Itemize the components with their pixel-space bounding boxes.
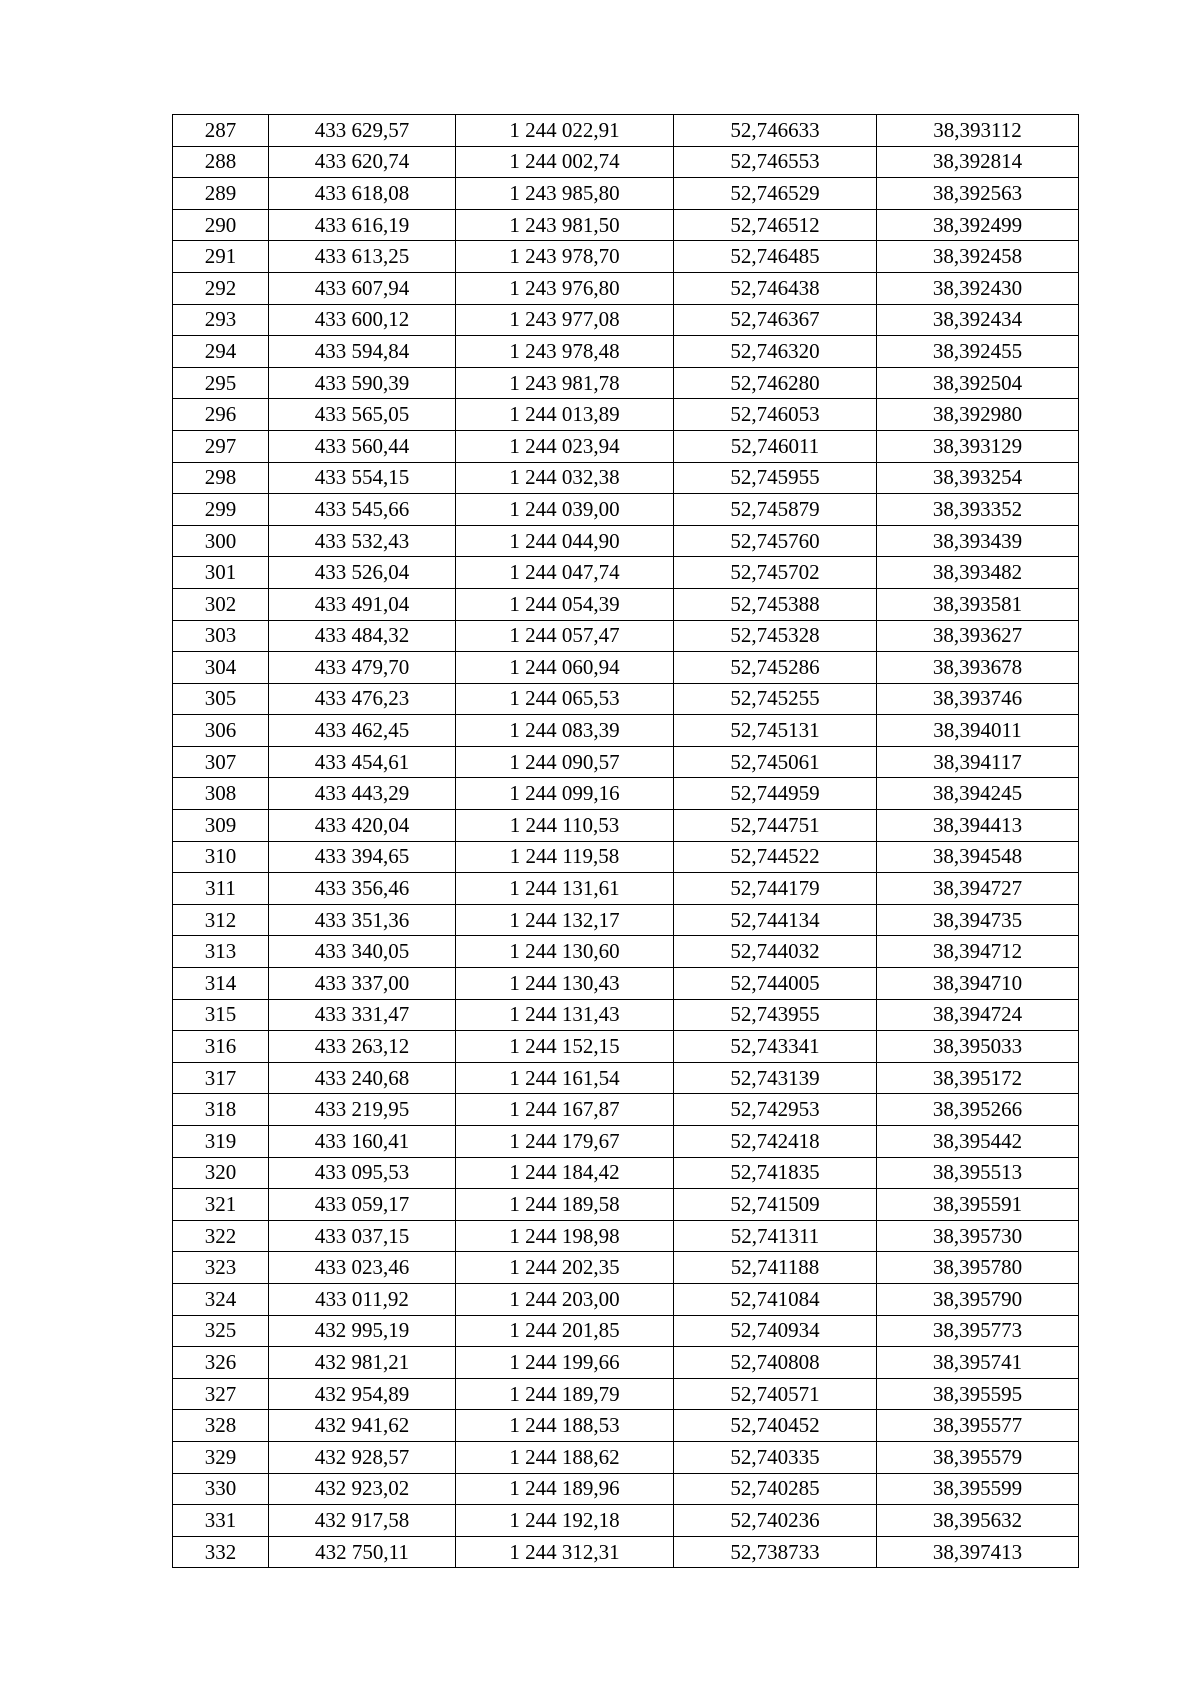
- latitude-cell: 52,741509: [674, 1189, 877, 1221]
- x-coordinate-cell: 433 565,05: [269, 399, 456, 431]
- point-number-cell: 313: [173, 936, 269, 968]
- table-row: [173, 430, 1079, 462]
- y-coordinate-cell: 1 244 131,61: [456, 873, 674, 905]
- y-coordinate-cell: 1 243 978,70: [456, 241, 674, 273]
- longitude-cell: 38,394710: [877, 968, 1079, 1000]
- point-number-cell: 320: [173, 1157, 269, 1189]
- point-number-cell: 301: [173, 557, 269, 589]
- table-row: [173, 936, 1079, 968]
- y-coordinate-cell: 1 244 198,98: [456, 1220, 674, 1252]
- y-coordinate-cell: 1 244 044,90: [456, 525, 674, 557]
- table-row: [173, 1094, 1079, 1126]
- latitude-cell: 52,746633: [674, 115, 877, 147]
- y-coordinate-cell: 1 244 013,89: [456, 399, 674, 431]
- latitude-cell: 52,745131: [674, 715, 877, 747]
- point-number-cell: 324: [173, 1283, 269, 1315]
- table-row: [173, 968, 1079, 1000]
- table-row: [173, 1315, 1079, 1347]
- y-coordinate-cell: 1 244 060,94: [456, 652, 674, 684]
- y-coordinate-cell: 1 244 047,74: [456, 557, 674, 589]
- table-row: [173, 778, 1079, 810]
- table-row: [173, 683, 1079, 715]
- x-coordinate-cell: 433 484,32: [269, 620, 456, 652]
- x-coordinate-cell: 433 023,46: [269, 1252, 456, 1284]
- latitude-cell: 52,744959: [674, 778, 877, 810]
- point-number-cell: 314: [173, 968, 269, 1000]
- longitude-cell: 38,393352: [877, 494, 1079, 526]
- longitude-cell: 38,395741: [877, 1347, 1079, 1379]
- point-number-cell: 326: [173, 1347, 269, 1379]
- longitude-cell: 38,393627: [877, 620, 1079, 652]
- table-row: [173, 241, 1079, 273]
- point-number-cell: 290: [173, 209, 269, 241]
- x-coordinate-cell: 433 491,04: [269, 588, 456, 620]
- latitude-cell: 52,746438: [674, 272, 877, 304]
- x-coordinate-cell: 432 995,19: [269, 1315, 456, 1347]
- table-row: [173, 746, 1079, 778]
- table-row: [173, 272, 1079, 304]
- latitude-cell: 52,746367: [674, 304, 877, 336]
- y-coordinate-cell: 1 244 202,35: [456, 1252, 674, 1284]
- table-row: [173, 1473, 1079, 1505]
- point-number-cell: 323: [173, 1252, 269, 1284]
- point-number-cell: 315: [173, 999, 269, 1031]
- x-coordinate-cell: 433 443,29: [269, 778, 456, 810]
- y-coordinate-cell: 1 244 090,57: [456, 746, 674, 778]
- latitude-cell: 52,745879: [674, 494, 877, 526]
- x-coordinate-cell: 433 616,19: [269, 209, 456, 241]
- x-coordinate-cell: 432 923,02: [269, 1473, 456, 1505]
- table-row: [173, 1220, 1079, 1252]
- table-row: [173, 304, 1079, 336]
- table-row: [173, 1252, 1079, 1284]
- y-coordinate-cell: 1 244 131,43: [456, 999, 674, 1031]
- latitude-cell: 52,741084: [674, 1283, 877, 1315]
- y-coordinate-cell: 1 244 065,53: [456, 683, 674, 715]
- y-coordinate-cell: 1 244 167,87: [456, 1094, 674, 1126]
- point-number-cell: 318: [173, 1094, 269, 1126]
- table-row: [173, 399, 1079, 431]
- x-coordinate-cell: 433 600,12: [269, 304, 456, 336]
- latitude-cell: 52,744134: [674, 904, 877, 936]
- longitude-cell: 38,393112: [877, 115, 1079, 147]
- point-number-cell: 292: [173, 272, 269, 304]
- table-row: [173, 904, 1079, 936]
- x-coordinate-cell: 433 613,25: [269, 241, 456, 273]
- longitude-cell: 38,395033: [877, 1031, 1079, 1063]
- latitude-cell: 52,745255: [674, 683, 877, 715]
- latitude-cell: 52,743955: [674, 999, 877, 1031]
- x-coordinate-cell: 433 095,53: [269, 1157, 456, 1189]
- table-row: [173, 1378, 1079, 1410]
- x-coordinate-cell: 433 351,36: [269, 904, 456, 936]
- x-coordinate-cell: 433 479,70: [269, 652, 456, 684]
- y-coordinate-cell: 1 244 032,38: [456, 462, 674, 494]
- table-row: [173, 652, 1079, 684]
- latitude-cell: 52,746280: [674, 367, 877, 399]
- y-coordinate-cell: 1 243 981,78: [456, 367, 674, 399]
- longitude-cell: 38,395442: [877, 1126, 1079, 1158]
- point-number-cell: 299: [173, 494, 269, 526]
- longitude-cell: 38,393581: [877, 588, 1079, 620]
- y-coordinate-cell: 1 243 978,48: [456, 336, 674, 368]
- longitude-cell: 38,395599: [877, 1473, 1079, 1505]
- y-coordinate-cell: 1 244 189,58: [456, 1189, 674, 1221]
- latitude-cell: 52,745061: [674, 746, 877, 778]
- x-coordinate-cell: 433 420,04: [269, 810, 456, 842]
- x-coordinate-cell: 433 394,65: [269, 841, 456, 873]
- latitude-cell: 52,746320: [674, 336, 877, 368]
- y-coordinate-cell: 1 244 119,58: [456, 841, 674, 873]
- latitude-cell: 52,741188: [674, 1252, 877, 1284]
- table-row: [173, 873, 1079, 905]
- longitude-cell: 38,395773: [877, 1315, 1079, 1347]
- point-number-cell: 322: [173, 1220, 269, 1252]
- x-coordinate-cell: 433 059,17: [269, 1189, 456, 1221]
- latitude-cell: 52,743139: [674, 1062, 877, 1094]
- latitude-cell: 52,742953: [674, 1094, 877, 1126]
- table-row: [173, 810, 1079, 842]
- table-row: [173, 588, 1079, 620]
- longitude-cell: 38,395172: [877, 1062, 1079, 1094]
- y-coordinate-cell: 1 244 130,60: [456, 936, 674, 968]
- latitude-cell: 52,744179: [674, 873, 877, 905]
- latitude-cell: 52,740934: [674, 1315, 877, 1347]
- point-number-cell: 308: [173, 778, 269, 810]
- point-number-cell: 330: [173, 1473, 269, 1505]
- table-row: [173, 1031, 1079, 1063]
- x-coordinate-cell: 433 037,15: [269, 1220, 456, 1252]
- point-number-cell: 309: [173, 810, 269, 842]
- x-coordinate-cell: 433 160,41: [269, 1126, 456, 1158]
- table-row: [173, 462, 1079, 494]
- longitude-cell: 38,394724: [877, 999, 1079, 1031]
- latitude-cell: 52,745388: [674, 588, 877, 620]
- table-row: [173, 178, 1079, 210]
- longitude-cell: 38,394413: [877, 810, 1079, 842]
- y-coordinate-cell: 1 244 203,00: [456, 1283, 674, 1315]
- x-coordinate-cell: 433 337,00: [269, 968, 456, 1000]
- x-coordinate-cell: 433 590,39: [269, 367, 456, 399]
- y-coordinate-cell: 1 244 189,96: [456, 1473, 674, 1505]
- point-number-cell: 319: [173, 1126, 269, 1158]
- latitude-cell: 52,745760: [674, 525, 877, 557]
- longitude-cell: 38,392563: [877, 178, 1079, 210]
- longitude-cell: 38,395790: [877, 1283, 1079, 1315]
- longitude-cell: 38,395780: [877, 1252, 1079, 1284]
- x-coordinate-cell: 433 331,47: [269, 999, 456, 1031]
- x-coordinate-cell: 433 356,46: [269, 873, 456, 905]
- latitude-cell: 52,745328: [674, 620, 877, 652]
- x-coordinate-cell: 433 554,15: [269, 462, 456, 494]
- longitude-cell: 38,395513: [877, 1157, 1079, 1189]
- latitude-cell: 52,746053: [674, 399, 877, 431]
- latitude-cell: 52,740285: [674, 1473, 877, 1505]
- longitude-cell: 38,394712: [877, 936, 1079, 968]
- point-number-cell: 312: [173, 904, 269, 936]
- latitude-cell: 52,746512: [674, 209, 877, 241]
- table-row: [173, 620, 1079, 652]
- point-number-cell: 293: [173, 304, 269, 336]
- y-coordinate-cell: 1 243 981,50: [456, 209, 674, 241]
- latitude-cell: 52,746529: [674, 178, 877, 210]
- x-coordinate-cell: 433 476,23: [269, 683, 456, 715]
- latitude-cell: 52,745955: [674, 462, 877, 494]
- table-row: [173, 494, 1079, 526]
- coordinate-table: [172, 114, 1079, 1568]
- latitude-cell: 52,740808: [674, 1347, 877, 1379]
- table-row: [173, 1505, 1079, 1537]
- longitude-cell: 38,393439: [877, 525, 1079, 557]
- point-number-cell: 288: [173, 146, 269, 178]
- point-number-cell: 317: [173, 1062, 269, 1094]
- point-number-cell: 303: [173, 620, 269, 652]
- table-row: [173, 1410, 1079, 1442]
- y-coordinate-cell: 1 244 083,39: [456, 715, 674, 747]
- x-coordinate-cell: 432 917,58: [269, 1505, 456, 1537]
- x-coordinate-cell: 433 620,74: [269, 146, 456, 178]
- longitude-cell: 38,392504: [877, 367, 1079, 399]
- y-coordinate-cell: 1 244 057,47: [456, 620, 674, 652]
- table-row: [173, 1157, 1079, 1189]
- table-row: [173, 1347, 1079, 1379]
- longitude-cell: 38,392499: [877, 209, 1079, 241]
- longitude-cell: 38,393746: [877, 683, 1079, 715]
- table-row: [173, 999, 1079, 1031]
- table-row: [173, 557, 1079, 589]
- table-row: [173, 1062, 1079, 1094]
- longitude-cell: 38,392980: [877, 399, 1079, 431]
- point-number-cell: 321: [173, 1189, 269, 1221]
- longitude-cell: 38,395632: [877, 1505, 1079, 1537]
- latitude-cell: 52,744032: [674, 936, 877, 968]
- y-coordinate-cell: 1 244 022,91: [456, 115, 674, 147]
- latitude-cell: 52,738733: [674, 1536, 877, 1568]
- latitude-cell: 52,740452: [674, 1410, 877, 1442]
- y-coordinate-cell: 1 244 312,31: [456, 1536, 674, 1568]
- latitude-cell: 52,740236: [674, 1505, 877, 1537]
- y-coordinate-cell: 1 244 039,00: [456, 494, 674, 526]
- point-number-cell: 328: [173, 1410, 269, 1442]
- y-coordinate-cell: 1 244 184,42: [456, 1157, 674, 1189]
- x-coordinate-cell: 432 981,21: [269, 1347, 456, 1379]
- y-coordinate-cell: 1 244 179,67: [456, 1126, 674, 1158]
- y-coordinate-cell: 1 244 188,53: [456, 1410, 674, 1442]
- x-coordinate-cell: 433 263,12: [269, 1031, 456, 1063]
- table-row: [173, 146, 1079, 178]
- latitude-cell: 52,744005: [674, 968, 877, 1000]
- point-number-cell: 316: [173, 1031, 269, 1063]
- point-number-cell: 332: [173, 1536, 269, 1568]
- point-number-cell: 331: [173, 1505, 269, 1537]
- x-coordinate-cell: 433 545,66: [269, 494, 456, 526]
- point-number-cell: 329: [173, 1441, 269, 1473]
- point-number-cell: 300: [173, 525, 269, 557]
- table-row: [173, 1536, 1079, 1568]
- y-coordinate-cell: 1 244 110,53: [456, 810, 674, 842]
- longitude-cell: 38,392814: [877, 146, 1079, 178]
- longitude-cell: 38,395579: [877, 1441, 1079, 1473]
- table-row: [173, 525, 1079, 557]
- point-number-cell: 298: [173, 462, 269, 494]
- longitude-cell: 38,394117: [877, 746, 1079, 778]
- y-coordinate-cell: 1 244 054,39: [456, 588, 674, 620]
- longitude-cell: 38,395266: [877, 1094, 1079, 1126]
- latitude-cell: 52,745286: [674, 652, 877, 684]
- longitude-cell: 38,392434: [877, 304, 1079, 336]
- x-coordinate-cell: 433 011,92: [269, 1283, 456, 1315]
- latitude-cell: 52,742418: [674, 1126, 877, 1158]
- x-coordinate-cell: 433 340,05: [269, 936, 456, 968]
- table-row: [173, 115, 1079, 147]
- longitude-cell: 38,395595: [877, 1378, 1079, 1410]
- point-number-cell: 307: [173, 746, 269, 778]
- point-number-cell: 311: [173, 873, 269, 905]
- x-coordinate-cell: 433 219,95: [269, 1094, 456, 1126]
- latitude-cell: 52,743341: [674, 1031, 877, 1063]
- longitude-cell: 38,393254: [877, 462, 1079, 494]
- longitude-cell: 38,394735: [877, 904, 1079, 936]
- latitude-cell: 52,746011: [674, 430, 877, 462]
- point-number-cell: 296: [173, 399, 269, 431]
- x-coordinate-cell: 433 532,43: [269, 525, 456, 557]
- longitude-cell: 38,392430: [877, 272, 1079, 304]
- latitude-cell: 52,744751: [674, 810, 877, 842]
- latitude-cell: 52,741311: [674, 1220, 877, 1252]
- longitude-cell: 38,394245: [877, 778, 1079, 810]
- y-coordinate-cell: 1 244 002,74: [456, 146, 674, 178]
- y-coordinate-cell: 1 244 152,15: [456, 1031, 674, 1063]
- point-number-cell: 306: [173, 715, 269, 747]
- point-number-cell: 325: [173, 1315, 269, 1347]
- y-coordinate-cell: 1 244 199,66: [456, 1347, 674, 1379]
- x-coordinate-cell: 432 941,62: [269, 1410, 456, 1442]
- table-row: [173, 1126, 1079, 1158]
- point-number-cell: 304: [173, 652, 269, 684]
- table-row: [173, 1283, 1079, 1315]
- y-coordinate-cell: 1 244 023,94: [456, 430, 674, 462]
- longitude-cell: 38,394548: [877, 841, 1079, 873]
- x-coordinate-cell: 432 750,11: [269, 1536, 456, 1568]
- latitude-cell: 52,740571: [674, 1378, 877, 1410]
- longitude-cell: 38,395591: [877, 1189, 1079, 1221]
- longitude-cell: 38,394727: [877, 873, 1079, 905]
- x-coordinate-cell: 433 526,04: [269, 557, 456, 589]
- longitude-cell: 38,392458: [877, 241, 1079, 273]
- point-number-cell: 327: [173, 1378, 269, 1410]
- table-row: [173, 1189, 1079, 1221]
- y-coordinate-cell: 1 243 977,08: [456, 304, 674, 336]
- table-row: [173, 715, 1079, 747]
- y-coordinate-cell: 1 244 099,16: [456, 778, 674, 810]
- x-coordinate-cell: 433 629,57: [269, 115, 456, 147]
- y-coordinate-cell: 1 243 985,80: [456, 178, 674, 210]
- y-coordinate-cell: 1 244 130,43: [456, 968, 674, 1000]
- longitude-cell: 38,394011: [877, 715, 1079, 747]
- latitude-cell: 52,746485: [674, 241, 877, 273]
- x-coordinate-cell: 433 454,61: [269, 746, 456, 778]
- point-number-cell: 295: [173, 367, 269, 399]
- y-coordinate-cell: 1 244 192,18: [456, 1505, 674, 1537]
- longitude-cell: 38,395730: [877, 1220, 1079, 1252]
- x-coordinate-cell: 433 594,84: [269, 336, 456, 368]
- x-coordinate-cell: 433 607,94: [269, 272, 456, 304]
- latitude-cell: 52,745702: [674, 557, 877, 589]
- x-coordinate-cell: 432 928,57: [269, 1441, 456, 1473]
- latitude-cell: 52,744522: [674, 841, 877, 873]
- table-row: [173, 841, 1079, 873]
- y-coordinate-cell: 1 243 976,80: [456, 272, 674, 304]
- latitude-cell: 52,740335: [674, 1441, 877, 1473]
- point-number-cell: 305: [173, 683, 269, 715]
- table-row: [173, 209, 1079, 241]
- point-number-cell: 302: [173, 588, 269, 620]
- latitude-cell: 52,746553: [674, 146, 877, 178]
- y-coordinate-cell: 1 244 201,85: [456, 1315, 674, 1347]
- longitude-cell: 38,395577: [877, 1410, 1079, 1442]
- longitude-cell: 38,397413: [877, 1536, 1079, 1568]
- table-row: [173, 336, 1079, 368]
- coordinate-table-body: [173, 115, 1079, 1568]
- y-coordinate-cell: 1 244 161,54: [456, 1062, 674, 1094]
- x-coordinate-cell: 432 954,89: [269, 1378, 456, 1410]
- y-coordinate-cell: 1 244 188,62: [456, 1441, 674, 1473]
- longitude-cell: 38,392455: [877, 336, 1079, 368]
- point-number-cell: 310: [173, 841, 269, 873]
- point-number-cell: 289: [173, 178, 269, 210]
- point-number-cell: 294: [173, 336, 269, 368]
- latitude-cell: 52,741835: [674, 1157, 877, 1189]
- longitude-cell: 38,393678: [877, 652, 1079, 684]
- table-row: [173, 367, 1079, 399]
- x-coordinate-cell: 433 618,08: [269, 178, 456, 210]
- x-coordinate-cell: 433 462,45: [269, 715, 456, 747]
- x-coordinate-cell: 433 560,44: [269, 430, 456, 462]
- longitude-cell: 38,393482: [877, 557, 1079, 589]
- table-row: [173, 1441, 1079, 1473]
- longitude-cell: 38,393129: [877, 430, 1079, 462]
- x-coordinate-cell: 433 240,68: [269, 1062, 456, 1094]
- point-number-cell: 297: [173, 430, 269, 462]
- y-coordinate-cell: 1 244 189,79: [456, 1378, 674, 1410]
- point-number-cell: 291: [173, 241, 269, 273]
- y-coordinate-cell: 1 244 132,17: [456, 904, 674, 936]
- point-number-cell: 287: [173, 115, 269, 147]
